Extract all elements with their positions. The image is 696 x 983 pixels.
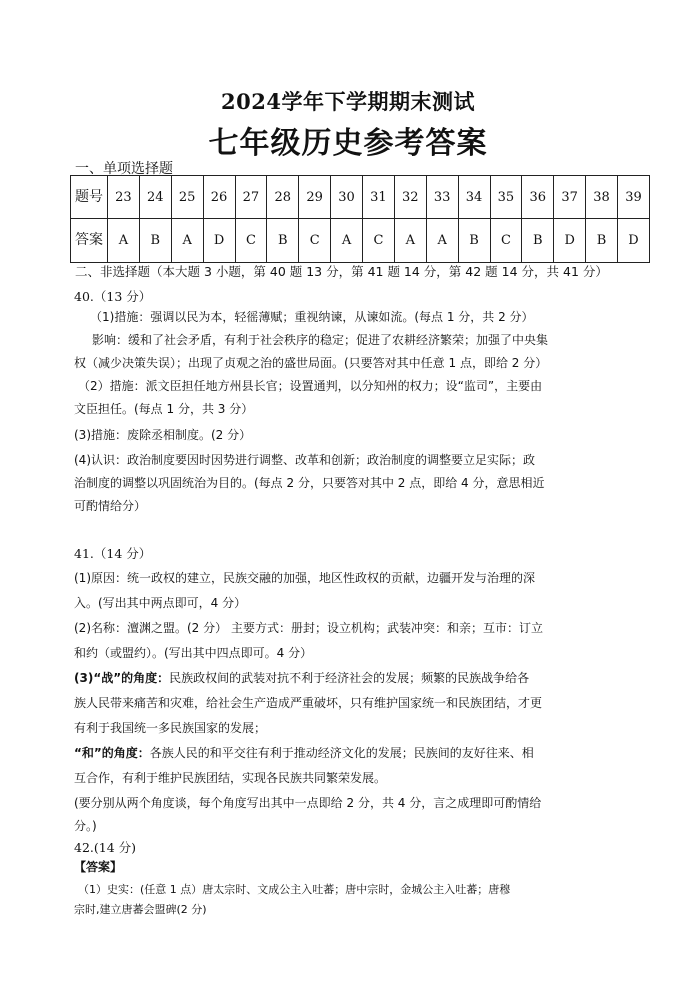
answer-cell: A	[331, 219, 363, 263]
question-number-cell: 31	[363, 176, 395, 219]
war-angle-label: (3)“战”的角度：	[74, 671, 170, 685]
q41-part1-line1: (1)原因：统一政权的建立，民族交融的加强，地区性政权的贡献，边疆开发与治理的深	[74, 571, 536, 585]
war-angle-text: 民族政权间的武装对抗不利于经济社会的发展；频繁的民族战争给各	[169, 671, 530, 685]
answer-key-title: 七年级历史参考答案	[208, 126, 488, 161]
answer-cell: B	[458, 219, 490, 263]
section2-heading: 二、非选择题（本大题 3 小题，第 40 题 13 分，第 41 题 14 分，第 42 题 14 分，共 41 分）	[75, 264, 608, 279]
answer-cell: B	[586, 219, 618, 263]
answer-cell: C	[490, 219, 522, 263]
question-number-cell: 37	[554, 176, 586, 219]
answer-label: 答案	[71, 219, 108, 263]
question-number-cell: 28	[267, 176, 299, 219]
question-number-cell: 39	[618, 176, 650, 219]
q41-part1-line2: 入。(写出其中两点即可，4 分）	[74, 596, 247, 610]
q40-title: 40.（13 分）	[74, 289, 152, 304]
answer-cell: C	[363, 219, 395, 263]
q40-part4-line3: 可酌情给分）	[74, 499, 147, 513]
question-number-cell: 24	[139, 176, 171, 219]
q42-answer-label: 【答案】	[74, 860, 123, 874]
question-number-cell: 30	[331, 176, 363, 219]
q40-part2-line1: （2）措施：派文臣担任地方州县长官；设置通判，以分知州的权力；设“监司”，主要由	[78, 379, 543, 393]
question-number-cell: 25	[171, 176, 203, 219]
q42-part1-line1: （1）史实：(任意 1 点）唐太宗时、文成公主入吐蕃；唐中宗时，金城公主入吐蕃；唐穆	[78, 883, 511, 896]
section1-heading: 一、单项选择题	[75, 161, 173, 177]
question-number-cell: 33	[426, 176, 458, 219]
exam-title: 2024学年下学期期末测试	[221, 89, 475, 114]
peace-angle-text: 各族人民的和平交往有利于推动经济文化的发展；民族间的友好往来、相	[149, 746, 534, 760]
q42-title: 42.(14 分)	[74, 840, 137, 855]
q41-title: 41.（14 分）	[74, 546, 152, 561]
q41-part2-line2: 和约（或盟约）。(写出其中四点即可。4 分）	[74, 646, 313, 660]
answer-cell: A	[108, 219, 140, 263]
answer-cell: D	[203, 219, 235, 263]
question-number-cell: 27	[235, 176, 267, 219]
question-number-cell: 35	[490, 176, 522, 219]
question-number-cell: 36	[522, 176, 554, 219]
answer-cell: B	[522, 219, 554, 263]
answer-cell: D	[618, 219, 650, 263]
question-number-row	[71, 176, 650, 219]
answer-row	[71, 219, 650, 263]
answer-cell: A	[394, 219, 426, 263]
question-number-cell: 38	[586, 176, 618, 219]
answer-cell: C	[299, 219, 331, 263]
q40-part4-line1: (4)认识：政治制度要因时因势进行调整、改革和创新；政治制度的调整要立足实际；政	[74, 453, 536, 467]
answer-cell: A	[171, 219, 203, 263]
answer-cell: D	[554, 219, 586, 263]
question-number-label: 题号	[71, 176, 108, 219]
q41-part4-line1	[74, 742, 634, 765]
answer-table	[70, 175, 650, 263]
q40-part4-line2: 治制度的调整以巩固统治为目的。(每点 2 分，只要答对其中 2 点，即给 4 分，意思相近	[74, 476, 545, 490]
answer-cell: B	[139, 219, 171, 263]
q40-part3: (3)措施：废除丞相制度。(2 分）	[74, 428, 252, 442]
q41-part2-line1: (2)名称：澶渊之盟。(2 分） 主要方式：册封；设立机构；武装冲突：和亲；互市：订立	[74, 621, 543, 635]
answer-cell: B	[267, 219, 299, 263]
q41-part3-line1	[74, 667, 634, 690]
q41-part3-line2: 族人民带来痛苦和灾难，给社会生产造成严重破坏，只有维护国家统一和民族团结，才更	[74, 696, 543, 710]
q40-part2-line2: 文臣担任。(每点 1 分，共 3 分）	[74, 402, 254, 416]
q41-part4-line2: 互合作，有利于维护民族团结，实现各民族共同繁荣发展。	[74, 771, 387, 785]
peace-angle-label: “和”的角度：	[74, 746, 150, 760]
answer-cell: C	[235, 219, 267, 263]
q40-impact-line1: 影响：缓和了社会矛盾，有利于社会秩序的稳定；促进了农耕经济繁荣；加强了中央集	[92, 333, 549, 347]
q40-measures: （1)措施：强调以民为本，轻徭薄赋；重视纳谏，从谏如流。(每点 1 分，共 2 分）	[90, 310, 534, 324]
q40-impact-line2: 权（减少决策失误）；出现了贞观之治的盛世局面。(只要答对其中任意 1 点，即给 2 分）	[74, 356, 548, 370]
question-number-cell: 23	[108, 176, 140, 219]
question-number-cell: 32	[394, 176, 426, 219]
q41-note-line2: 分。)	[74, 819, 97, 833]
answer-cell: A	[426, 219, 458, 263]
q42-part1-line2: 宗时,建立唐蕃会盟碑(2 分)	[74, 903, 207, 916]
question-number-cell: 29	[299, 176, 331, 219]
question-number-cell: 34	[458, 176, 490, 219]
q41-note-line1: (要分别从两个角度谈，每个角度写出其中一点即给 2 分，共 4 分，言之成理即可酌情给	[74, 796, 542, 810]
question-number-cell: 26	[203, 176, 235, 219]
q41-part3-line3: 有利于我国统一多民族国家的发展；	[74, 721, 267, 735]
